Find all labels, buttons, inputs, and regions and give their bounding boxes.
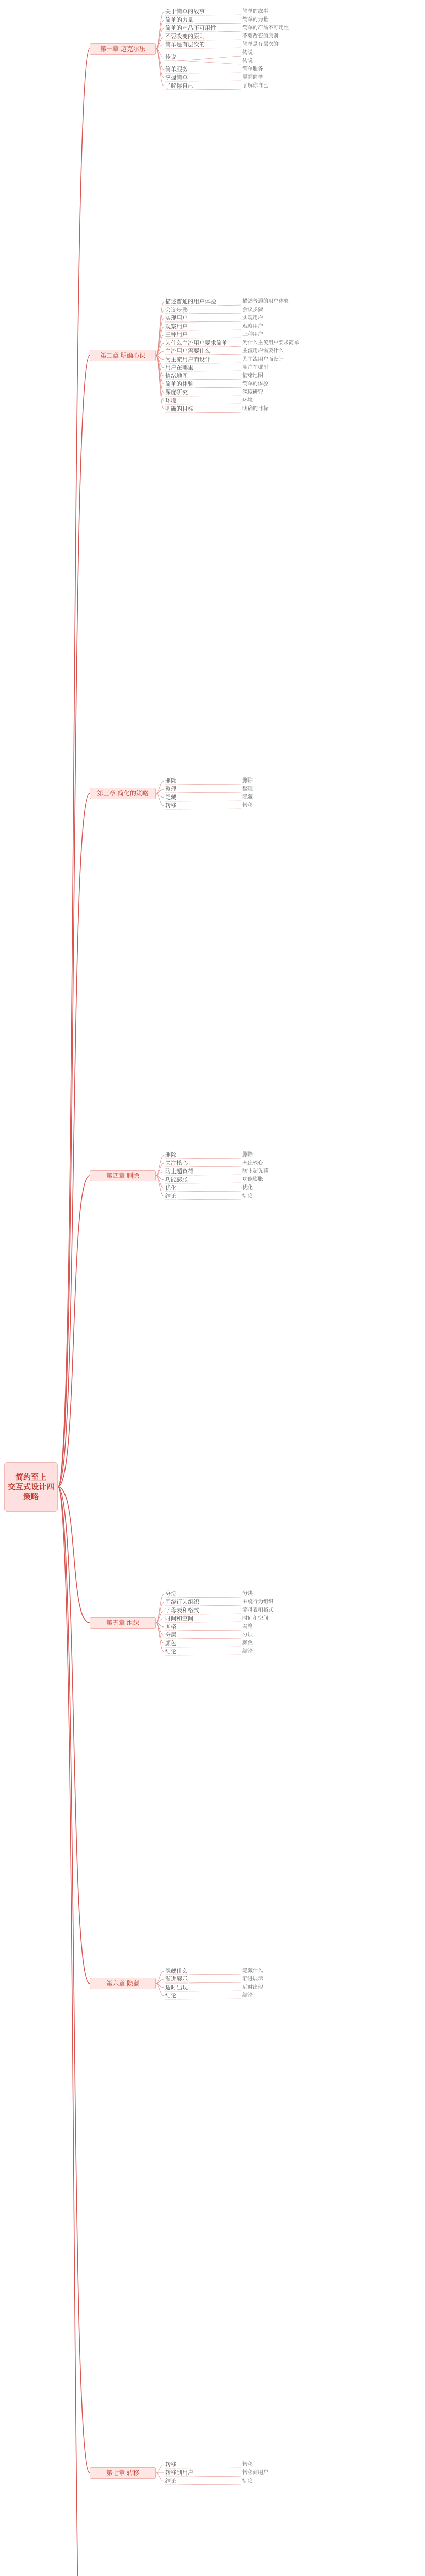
topic-node[interactable]: 时间和空间 (165, 1615, 193, 1622)
topic-node[interactable]: 结论 (165, 2478, 176, 2484)
subtopic-node[interactable]: 简单的体验 (242, 381, 268, 387)
topic-node[interactable]: 隐藏什么 (165, 1968, 188, 1974)
subtopic-node[interactable]: 渐进展示 (242, 1976, 263, 1982)
topic-node[interactable]: 三种用户 (165, 331, 188, 338)
topic-node[interactable]: 描述普通的用户体验 (165, 298, 216, 305)
subtopic-node[interactable]: 颜色 (242, 1640, 253, 1646)
subtopic-node[interactable]: 结论 (242, 1649, 253, 1654)
subtopic-node[interactable]: 三种用户 (242, 332, 263, 337)
subtopic-node[interactable]: 传说 (242, 50, 253, 56)
topic-node[interactable]: 传说 (165, 54, 176, 60)
topic-node[interactable]: 字母表和格式 (165, 1607, 199, 1614)
topic-node[interactable]: 用户在哪里 (165, 364, 193, 371)
topic-node[interactable]: 实现用户 (165, 315, 188, 321)
topic-node[interactable]: 关于简单的故事 (165, 8, 205, 15)
topic-node[interactable]: 会议步骤 (165, 307, 188, 313)
subtopic-node[interactable]: 不要改变的原则 (242, 33, 279, 39)
subtopic-node[interactable]: 简单的故事 (242, 9, 268, 14)
topic-node[interactable]: 简单是有层次的 (165, 41, 205, 48)
subtopic-node[interactable]: 防止超负荷 (242, 1168, 268, 1174)
topic-node[interactable]: 简单服务 (165, 66, 188, 73)
topic-node[interactable]: 明确的目标 (165, 405, 193, 412)
subtopic-node[interactable]: 描述普通的用户体验 (242, 299, 289, 304)
subtopic-node[interactable]: 掌握简单 (242, 75, 263, 80)
subtopic-node[interactable]: 了解你自己 (242, 83, 268, 89)
topic-node[interactable]: 分层 (165, 1632, 176, 1638)
subtopic-node[interactable]: 优化 (242, 1185, 253, 1191)
topic-node[interactable]: 了解你自己 (165, 82, 193, 89)
topic-node[interactable]: 优化 (165, 1184, 176, 1191)
topic-node[interactable]: 围绕行为组织 (165, 1599, 199, 1605)
subtopic-node[interactable]: 删除 (242, 1152, 253, 1158)
subtopic-node[interactable]: 网格 (242, 1624, 253, 1630)
subtopic-node[interactable]: 用户在哪里 (242, 365, 268, 370)
subtopic-node[interactable]: 整理 (242, 786, 253, 792)
topic-node[interactable]: 环境 (165, 397, 176, 404)
topic-node[interactable]: 主流用户需要什么 (165, 348, 210, 354)
subtopic-node[interactable]: 关注核心 (242, 1160, 263, 1166)
topic-node[interactable]: 深度研究 (165, 389, 188, 396)
subtopic-node[interactable]: 结论 (242, 2478, 253, 2484)
topic-node[interactable]: 观察用户 (165, 323, 188, 330)
subtopic-node[interactable]: 隐藏什么 (242, 1968, 263, 1974)
subtopic-node[interactable]: 分层 (242, 1632, 253, 1638)
topic-node[interactable]: 简单的产品不可用性 (165, 25, 216, 31)
topic-node[interactable]: 情绪地图 (165, 372, 188, 379)
subtopic-node[interactable]: 简单服务 (242, 66, 263, 72)
subtopic-node[interactable]: 转移 (242, 803, 253, 808)
topic-node[interactable]: 结论 (165, 1648, 176, 1655)
chapter-node[interactable]: 第三章 简化的策略 (90, 788, 156, 799)
chapter-node[interactable]: 第六章 隐藏 (90, 1978, 156, 1989)
subtopic-node[interactable]: 结论 (242, 1193, 253, 1199)
topic-node[interactable]: 简单的体验 (165, 381, 193, 387)
topic-node[interactable]: 掌握简单 (165, 74, 188, 81)
subtopic-node[interactable]: 深度研究 (242, 389, 263, 395)
topic-node[interactable]: 渐进展示 (165, 1976, 188, 1982)
topic-node[interactable]: 整理 (165, 786, 176, 792)
subtopic-node[interactable]: 会议步骤 (242, 307, 263, 313)
subtopic-node[interactable]: 围绕行为组织 (242, 1599, 273, 1605)
subtopic-node[interactable]: 转移到用户 (242, 2470, 268, 2476)
subtopic-node[interactable]: 字母表和格式 (242, 1607, 273, 1613)
subtopic-node[interactable]: 为什么主流用户要求简单 (242, 340, 299, 346)
subtopic-node[interactable]: 简单的产品不可用性 (242, 25, 289, 31)
topic-node[interactable]: 防止超负荷 (165, 1168, 193, 1175)
subtopic-node[interactable]: 情绪地图 (242, 373, 263, 379)
subtopic-node[interactable]: 主流用户需要什么 (242, 348, 284, 354)
topic-node[interactable]: 结论 (165, 1193, 176, 1199)
subtopic-node[interactable]: 隐藏 (242, 794, 253, 800)
subtopic-node[interactable]: 实现用户 (242, 315, 263, 321)
subtopic-node[interactable]: 明确的目标 (242, 406, 268, 412)
topic-node[interactable]: 转移到用户 (165, 2469, 193, 2476)
topic-node[interactable]: 不要改变的原则 (165, 33, 205, 40)
topic-node[interactable]: 为什么主流用户要求简单 (165, 340, 227, 346)
topic-node[interactable]: 转移 (165, 802, 176, 809)
topic-node[interactable]: 网格 (165, 1623, 176, 1630)
subtopic-node[interactable]: 简单的力量 (242, 17, 268, 23)
subtopic-node[interactable]: 时间和空间 (242, 1616, 268, 1621)
chapter-node[interactable]: 第二章 明确心识 (90, 350, 156, 361)
subtopic-node[interactable]: 结论 (242, 1993, 253, 1998)
topic-node[interactable]: 删除 (165, 777, 176, 784)
chapter-node[interactable]: 第一章 迈克尔乐 (90, 43, 156, 55)
chapter-node[interactable]: 第四章 删除 (90, 1170, 156, 1181)
topic-node[interactable]: 关注核心 (165, 1160, 188, 1166)
subtopic-node[interactable]: 功能膨胀 (242, 1177, 263, 1182)
subtopic-node[interactable]: 转移 (242, 2462, 253, 2467)
root-topic[interactable]: 简约至上 交互式设计四策略 (4, 1462, 58, 1512)
chapter-node[interactable]: 第七章 转移 (90, 2467, 156, 2479)
topic-node[interactable]: 转移 (165, 2461, 176, 2468)
subtopic-node[interactable]: 简单是有层次的 (242, 42, 279, 47)
subtopic-node[interactable]: 分块 (242, 1591, 253, 1597)
topic-node[interactable]: 为主流用户而设计 (165, 356, 210, 363)
topic-node[interactable]: 简单的力量 (165, 16, 193, 23)
topic-node[interactable]: 分块 (165, 1590, 176, 1597)
subtopic-node[interactable]: 传说 (242, 58, 253, 64)
subtopic-node[interactable]: 观察用户 (242, 324, 263, 329)
subtopic-node[interactable]: 为主流用户而设计 (242, 357, 284, 362)
subtopic-node[interactable]: 环境 (242, 398, 253, 403)
subtopic-node[interactable]: 删除 (242, 778, 253, 784)
topic-node[interactable]: 颜色 (165, 1640, 176, 1647)
topic-node[interactable]: 功能膨胀 (165, 1176, 188, 1183)
topic-node[interactable]: 删除 (165, 1151, 176, 1158)
topic-node[interactable]: 适时出现 (165, 1984, 188, 1991)
chapter-node[interactable]: 第五章 组织 (90, 1617, 156, 1629)
topic-node[interactable]: 隐藏 (165, 794, 176, 801)
topic-node[interactable]: 结论 (165, 1992, 176, 1999)
subtopic-node[interactable]: 适时出现 (242, 1985, 263, 1990)
